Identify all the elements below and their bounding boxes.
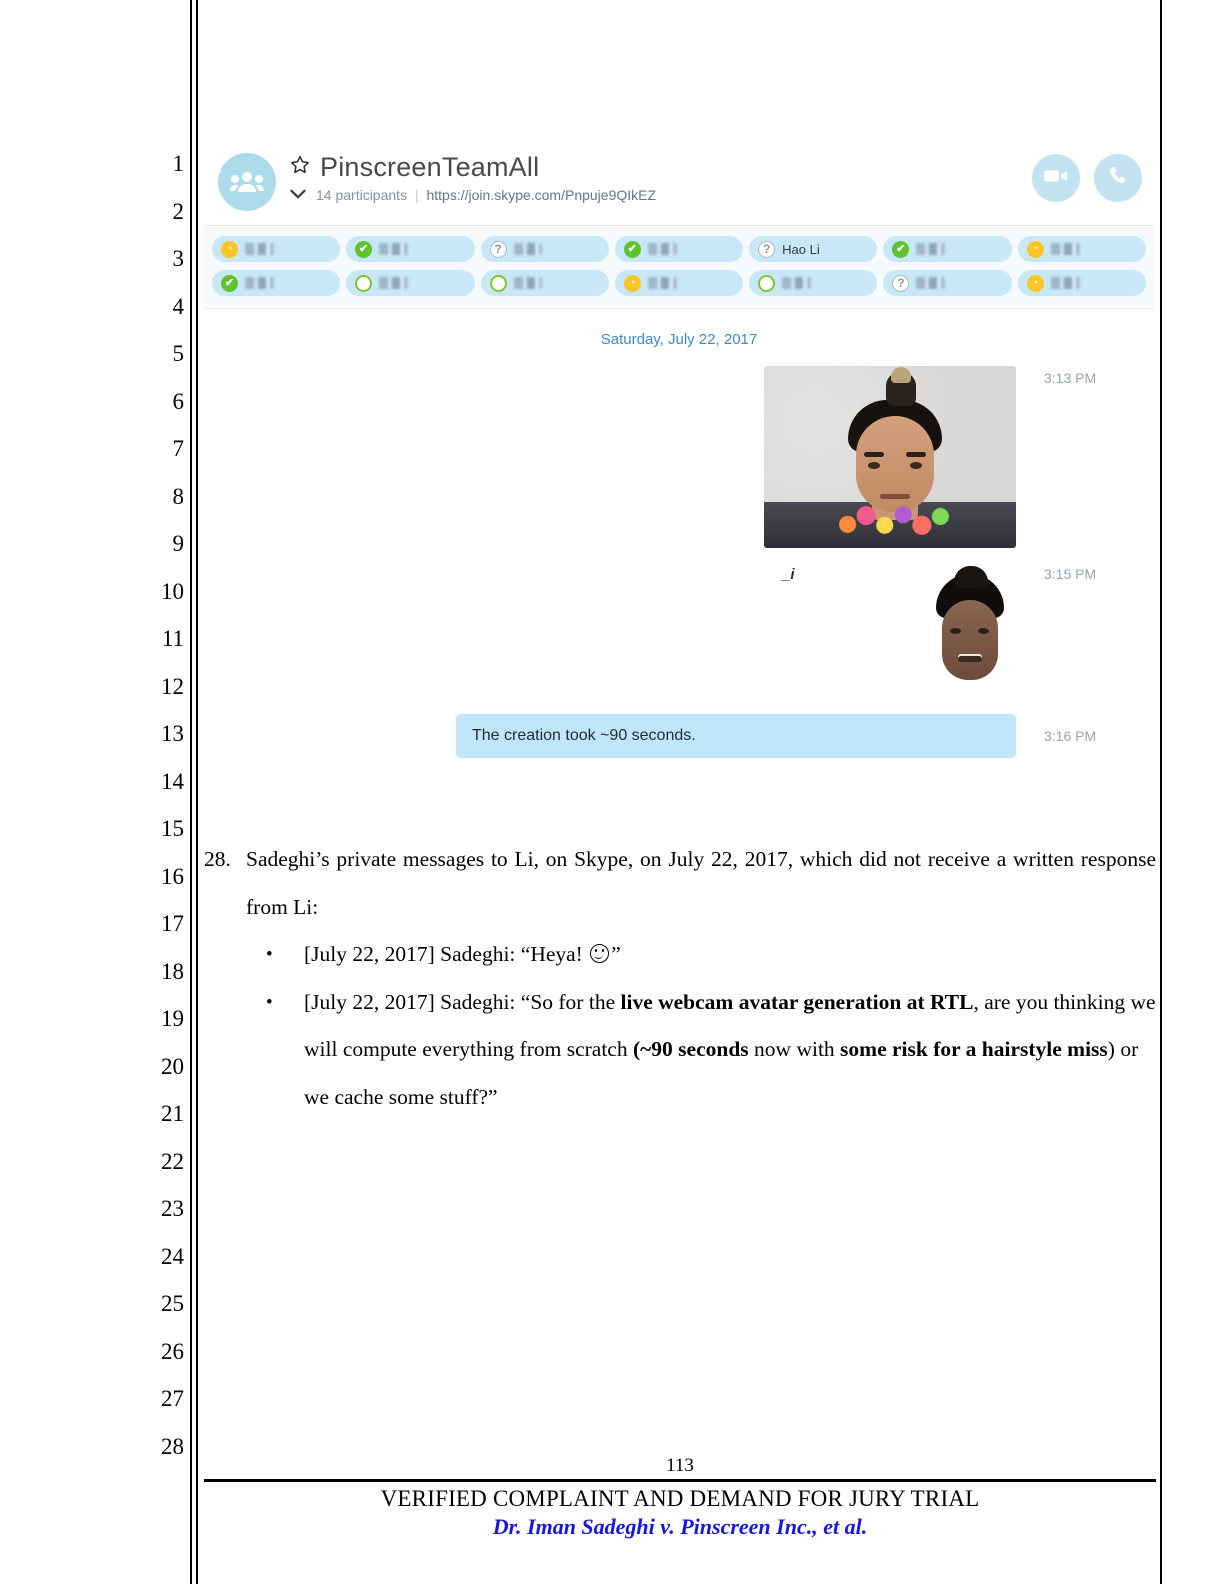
text-run: ” — [611, 942, 621, 966]
line-number: 8 — [172, 483, 184, 509]
star-icon[interactable] — [290, 155, 310, 180]
avatar-face — [942, 600, 998, 680]
line-number: 15 — [161, 816, 184, 841]
participant-chip[interactable] — [346, 236, 474, 262]
photo-eye-left — [868, 462, 880, 469]
bold-run: live webcam avatar generation at RTL — [620, 989, 974, 1014]
participant-name: Hao Li — [782, 241, 820, 257]
bullet-marker: • — [266, 944, 273, 965]
header-action-buttons — [1032, 154, 1142, 202]
participant-name — [245, 277, 274, 289]
participant-name — [379, 243, 408, 255]
line-number: 22 — [161, 1148, 184, 1174]
participant-name — [1051, 243, 1080, 255]
paragraph-number: 28. — [204, 847, 231, 871]
margin-rule-left-inner — [196, 0, 198, 1584]
paragraph-28 — [204, 836, 1156, 931]
skype-conversation-screenshot — [204, 140, 1154, 778]
smiley-face-icon — [590, 944, 609, 963]
line-number: 23 — [161, 1196, 184, 1221]
line-number-column — [140, 140, 184, 1470]
presence-online-icon: ✔ — [624, 241, 641, 258]
presence-away-icon: ◔ — [624, 275, 641, 292]
skype-header — [204, 140, 1154, 226]
photo-topknot — [886, 372, 916, 406]
chat-subtitle-row — [290, 186, 1140, 204]
participant-name — [782, 277, 811, 289]
bullet-list — [204, 931, 1156, 1121]
participant-row-1 — [212, 236, 1146, 262]
line-number: 19 — [161, 1006, 184, 1031]
webcam-photo-attachment[interactable] — [764, 366, 1016, 548]
line-number: 10 — [161, 578, 184, 604]
presence-ring-icon — [490, 275, 507, 292]
participant-chip[interactable] — [1018, 236, 1146, 262]
photo-eye-right — [910, 462, 922, 469]
message-item — [222, 714, 1136, 758]
presence-online-icon: ✔ — [355, 241, 372, 258]
skype-header-texts — [290, 150, 1140, 204]
message-bubble[interactable]: The creation took ~90 seconds. — [456, 714, 1016, 758]
join-url[interactable]: https://join.skype.com/Pnpuje9QIkEZ — [426, 187, 657, 203]
message-list — [204, 309, 1154, 778]
line-number: 16 — [161, 863, 184, 889]
photo-flower-lei — [836, 498, 952, 542]
message-timestamp: 3:13 PM — [1044, 370, 1097, 386]
line-number: 13 — [161, 721, 184, 746]
participant-name — [916, 243, 945, 255]
video-call-button[interactable] — [1032, 154, 1080, 202]
text-run: now with — [748, 1037, 841, 1061]
participant-name — [514, 243, 543, 255]
paragraph-text: Sadeghi’s private messages to Li, on Skype, on July 22, 2017, which did not receive a written response from Li: — [246, 847, 1156, 919]
line-number: 21 — [161, 1101, 184, 1126]
chat-subtitle — [316, 187, 656, 203]
participant-name — [648, 243, 677, 255]
presence-unknown-icon: ? — [490, 241, 507, 258]
bullet-marker: • — [266, 991, 273, 1013]
participant-name — [1051, 277, 1080, 289]
participant-chip[interactable] — [481, 236, 609, 262]
line-number: 25 — [161, 1291, 184, 1316]
participant-chip[interactable] — [481, 270, 609, 296]
presence-away-icon: ◔ — [221, 241, 238, 258]
line-number: 27 — [161, 1386, 184, 1411]
bullet-text — [304, 931, 1156, 979]
line-number: 17 — [161, 911, 184, 936]
line-number: 26 — [161, 1338, 184, 1364]
participant-chip[interactable] — [1018, 270, 1146, 296]
line-number: 14 — [161, 768, 184, 794]
line-number: 9 — [172, 531, 184, 556]
avatar-eye-right — [978, 628, 989, 634]
line-number: 28 — [161, 1433, 184, 1459]
phone-icon — [1106, 164, 1130, 193]
participants-count: 14 participants — [316, 187, 408, 203]
chevron-down-icon[interactable] — [290, 186, 306, 204]
chat-title-row — [290, 150, 1140, 184]
message-item — [222, 366, 1136, 548]
line-number: 1 — [172, 151, 184, 176]
page-footer — [204, 1455, 1156, 1540]
image-placeholder-mark: _i — [782, 566, 795, 583]
line-number: 3 — [172, 246, 184, 271]
participant-name — [648, 277, 677, 289]
participant-chip[interactable] — [212, 270, 340, 296]
avatar-mouth — [958, 654, 982, 662]
participant-chip[interactable] — [749, 236, 877, 262]
line-number: 12 — [161, 673, 184, 699]
case-caption: Dr. Iman Sadeghi v. Pinscreen Inc., et al. — [492, 1514, 868, 1539]
chat-title: PinscreenTeamAll — [320, 151, 540, 182]
participants-list — [204, 226, 1154, 309]
line-number: 2 — [172, 198, 184, 224]
voice-call-button[interactable] — [1094, 154, 1142, 202]
participant-chip[interactable] — [615, 270, 743, 296]
text-run: [July 22, 2017] Sadeghi: “Heya! — [304, 942, 589, 966]
date-divider: Saturday, July 22, 2017 — [600, 331, 758, 348]
presence-online-icon: ✔ — [221, 275, 238, 292]
participant-chip[interactable] — [346, 270, 474, 296]
photo-eyebrow-right — [906, 452, 926, 457]
line-number: 11 — [161, 626, 184, 651]
presence-ring-icon — [355, 275, 372, 292]
message-timestamp: 3:15 PM — [1044, 566, 1097, 582]
footer-title: VERIFIED COMPLAINT AND DEMAND FOR JURY TRIAL — [380, 1486, 980, 1511]
bold-run: (~90 seconds — [632, 1037, 749, 1061]
complaint-body — [204, 836, 1156, 1143]
participant-name — [916, 277, 945, 289]
line-number: 6 — [172, 388, 184, 414]
text-run: ) or we cache some stuff?” — [304, 1037, 1139, 1109]
text-run: [July 22, 2017] Sadeghi: “So for the — [304, 989, 621, 1014]
participant-name — [514, 277, 543, 289]
line-number: 24 — [161, 1243, 184, 1269]
group-avatar-icon — [218, 153, 276, 211]
avatar-eye-left — [950, 628, 961, 634]
line-number: 20 — [161, 1053, 184, 1079]
participant-chip[interactable] — [212, 236, 340, 262]
line-number: 18 — [161, 958, 184, 984]
footer-divider — [204, 1479, 1156, 1482]
margin-rule-left-outer — [190, 0, 192, 1584]
video-call-icon — [1043, 167, 1069, 190]
presence-away-icon: ◔ — [1027, 275, 1044, 292]
subtitle-separator: | — [414, 187, 419, 203]
bullet-item — [266, 979, 1156, 1122]
bullet-item — [266, 931, 1156, 979]
message-timestamp: 3:16 PM — [1044, 728, 1097, 744]
bold-run: some risk for a hairstyle miss — [840, 1037, 1108, 1061]
avatar-topknot — [954, 566, 988, 588]
line-number: 7 — [172, 436, 184, 461]
presence-online-icon: ✔ — [892, 241, 909, 258]
page-number: 113 — [666, 1455, 694, 1476]
text-run: , are you thinking we will compute everything from scratch — [304, 989, 1156, 1061]
participant-name — [379, 277, 408, 289]
participant-chip[interactable] — [883, 236, 1011, 262]
generated-avatar-attachment[interactable] — [924, 566, 1016, 698]
presence-ring-icon — [758, 275, 775, 292]
participant-name — [245, 243, 274, 255]
bullet-text — [304, 979, 1156, 1122]
presence-unknown-icon: ? — [892, 275, 909, 292]
participant-chip[interactable] — [749, 270, 877, 296]
participant-chip[interactable] — [615, 236, 743, 262]
line-number: 4 — [172, 293, 184, 319]
presence-away-icon: ◔ — [1027, 241, 1044, 258]
participant-chip[interactable] — [883, 270, 1011, 296]
photo-eyebrow-left — [864, 452, 884, 457]
margin-rule-right — [1160, 0, 1162, 1584]
participant-row-2 — [212, 270, 1146, 296]
page-content — [204, 0, 1156, 1584]
presence-unknown-icon: ? — [758, 241, 775, 258]
message-item — [222, 566, 1136, 698]
line-number: 5 — [172, 341, 184, 366]
